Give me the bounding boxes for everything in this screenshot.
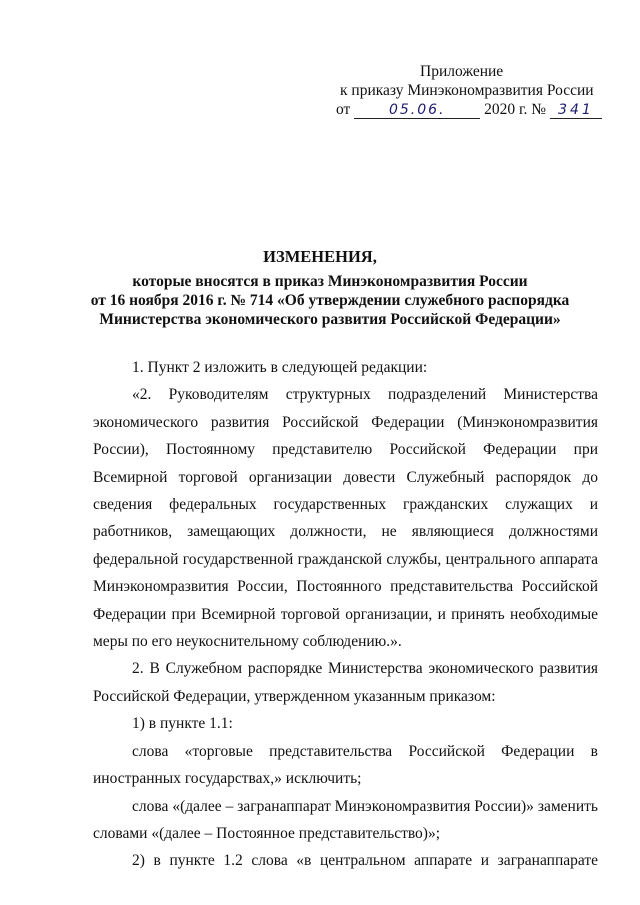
paragraph-3: 2. В Служебном распорядке Министерства экономического развития Российской Федерации, утвержденном указанным приказом: xyxy=(93,660,598,705)
date-prefix: от xyxy=(336,101,351,118)
subtitle-line-3: Министерства экономического развития Российской Федерации» xyxy=(99,311,561,328)
paragraph-1: 1. Пункт 2 изложить в следующей редакции: xyxy=(132,359,428,376)
order-date-number-line xyxy=(336,100,598,119)
paragraph-6: слова «(далее – загранаппарат Минэкономразвития России)» заменить словами «(далее – Постоянное представительство)»; xyxy=(93,797,598,842)
appendix-header xyxy=(336,62,598,119)
subtitle-line-2: от 16 ноября 2016 г. № 714 «Об утверждении служебного распорядка xyxy=(90,292,570,309)
document-title: ИЗМЕНЕНИЯ, xyxy=(263,247,377,266)
paragraph-2: «2. Руководителям структурных подразделений Министерства экономического развития Российской Федерации (Минэкономразвития России), Постоянному представителю Российской Федерации при Всемирной торговой организации довести Служебный распорядок до сведения федеральных государственных гражданских служащих и работников, замещающих должности, не являющиеся должностями федеральной государственной гражданской службы, центрального аппарата Минэкономразвития России, Постоянного представительства Российской Федерации при Всемирной торговой организации, и принять необходимые меры по его неукоснительному соблюдению.». xyxy=(93,386,598,651)
appendix-label: Приложение xyxy=(420,63,504,80)
year-text: 2020 г. № xyxy=(484,101,547,118)
handwritten-date: 05.06. xyxy=(354,102,480,119)
order-reference: к приказу Минэкономразвития России xyxy=(340,82,594,99)
subtitle-line-1: которые вносятся в приказ Минэкономразвития России xyxy=(132,273,528,290)
paragraph-7: 2) в пункте 1.2 слова «в центральном аппарате и загранаппарате xyxy=(132,852,598,870)
document-subtitle xyxy=(60,272,600,329)
handwritten-order-number: 341 xyxy=(550,102,602,119)
paragraph-5: слова «торговые представительства Российской Федерации в иностранных государствах,» исключить; xyxy=(93,742,598,788)
document-body xyxy=(93,354,598,875)
paragraph-4: 1) в пункте 1.1: xyxy=(132,715,233,733)
